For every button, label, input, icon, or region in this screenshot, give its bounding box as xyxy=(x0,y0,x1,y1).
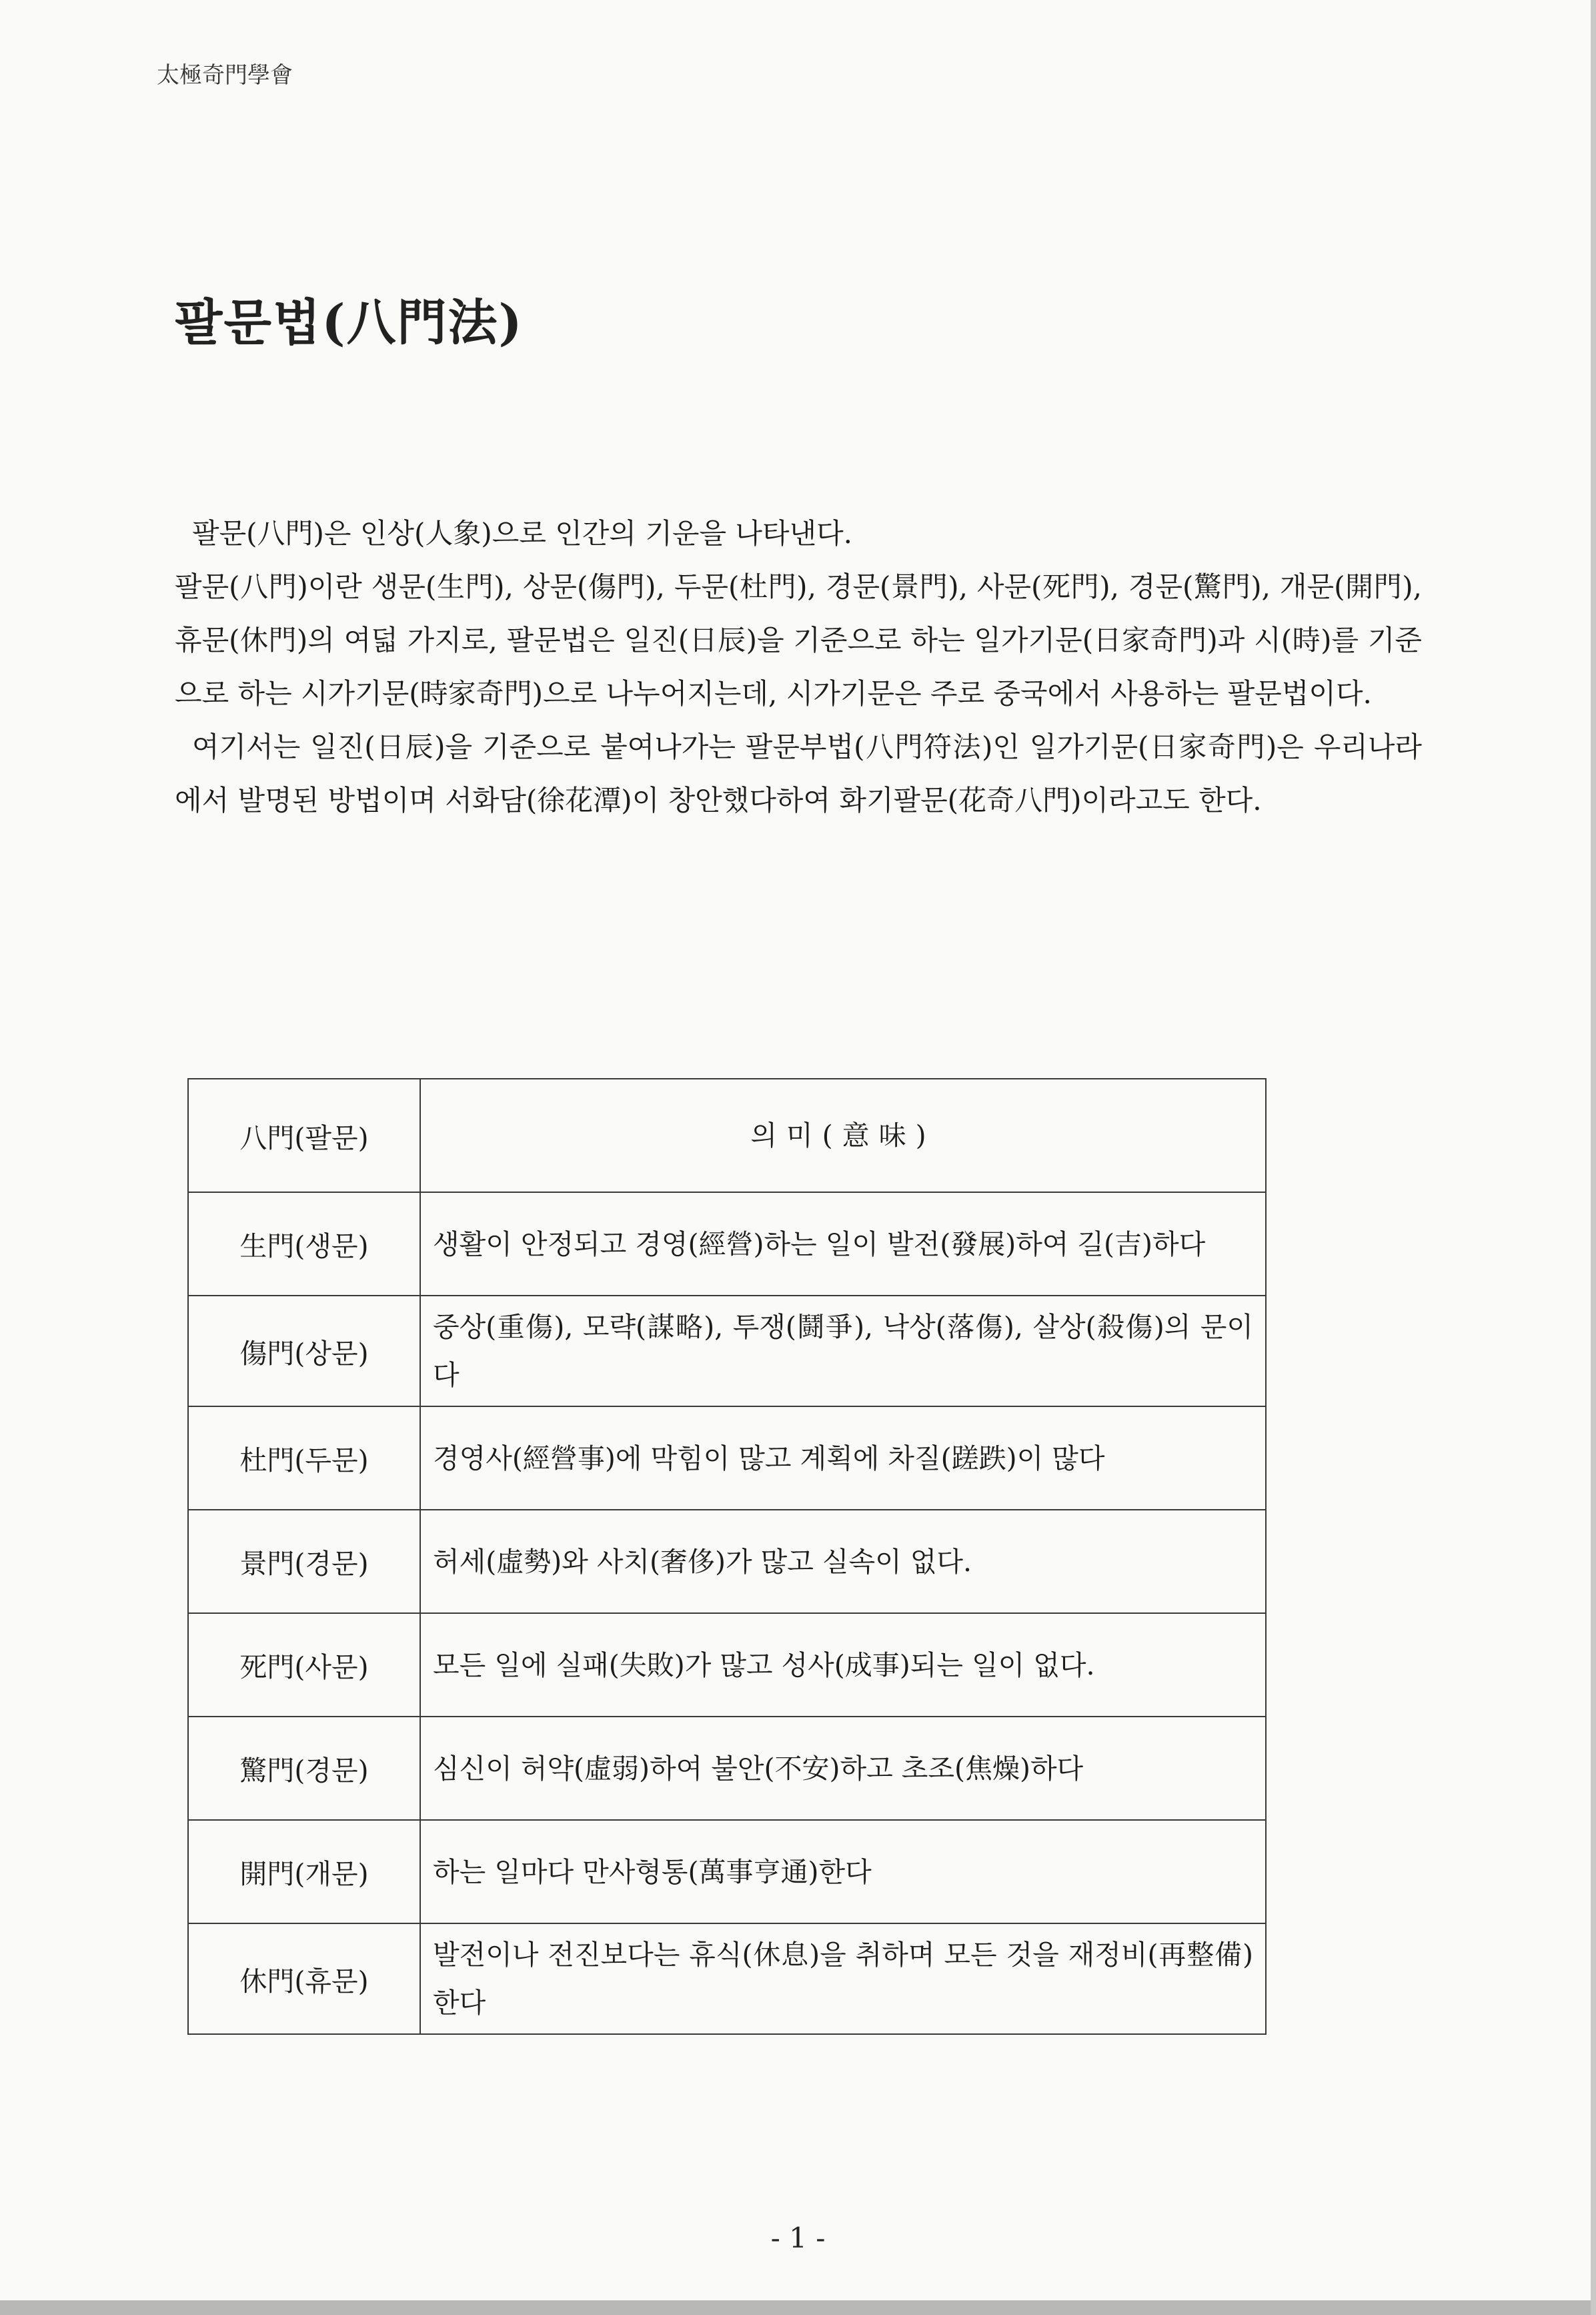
table-row xyxy=(188,1717,1266,1820)
table-row xyxy=(188,1510,1266,1613)
table-row xyxy=(188,1613,1266,1717)
gate-name: 生門(생문) xyxy=(188,1192,420,1296)
page-number: - 1 - xyxy=(770,2222,826,2254)
gate-name: 傷門(상문) xyxy=(188,1296,420,1406)
header-gate: 八門(팔문) xyxy=(188,1079,420,1192)
intro-paragraph: 여기서는 일진(日辰)을 기준으로 붙여나가는 팔문부법(八門符法)인 일가기문(日家奇門)은 우리나라에서 발명된 방법이며 서화담(徐花潭)이 창안했다하여 화기팔문(花奇八門)이라고도 한다. xyxy=(175,731,1422,817)
gate-name: 驚門(경문) xyxy=(188,1717,420,1820)
table-row xyxy=(188,1923,1266,2034)
gate-name: 開門(개문) xyxy=(188,1820,420,1923)
table-row xyxy=(188,1296,1266,1406)
intro-paragraph: 팔문(八門)이란 생문(生門), 상문(傷門), 두문(杜門), 경문(景門), 사문(死門), 경문(驚門), 개문(開門), 휴문(休門)의 여덟 가지로, 팔문법은 일진(日辰)을 기준으로 하는 일가기문(日家奇門)과 시(時)를 기준으로 하는 시가기문(時家奇門)으로 나누어지는데, 시가기문은 주로 중국에서 사용하는 팔문법이다. xyxy=(175,570,1422,710)
table-row xyxy=(188,1192,1266,1296)
gate-name: 休門(휴문) xyxy=(188,1923,420,2034)
table-row xyxy=(188,1406,1266,1510)
gate-meaning: 모든 일에 실패(失敗)가 많고 성사(成事)되는 일이 없다. xyxy=(420,1613,1266,1717)
gate-meaning: 허세(虛勢)와 사치(奢侈)가 많고 실속이 없다. xyxy=(420,1510,1266,1613)
gate-meaning: 하는 일마다 만사형통(萬事亨通)한다 xyxy=(420,1820,1266,1923)
table-row xyxy=(188,1820,1266,1923)
gate-meaning: 발전이나 전진보다는 휴식(休息)을 취하며 모든 것을 재정비(再整備)한다 xyxy=(420,1923,1266,2034)
table-header-row xyxy=(188,1079,1266,1192)
gate-name: 景門(경문) xyxy=(188,1510,420,1613)
society-header: 太極奇門學會 xyxy=(157,62,293,89)
scan-right-edge xyxy=(1591,0,1596,2315)
gate-name: 杜門(두문) xyxy=(188,1406,420,1510)
intro-text xyxy=(175,507,1422,827)
gate-meaning: 심신이 허약(虛弱)하여 불안(不安)하고 초조(焦燥)하다 xyxy=(420,1717,1266,1820)
header-meaning: 의미(意味) xyxy=(420,1079,1266,1192)
page-title: 팔문법(八門法) xyxy=(175,294,524,352)
gate-meaning: 중상(重傷), 모략(謀略), 투쟁(鬪爭), 낙상(落傷), 살상(殺傷)의 문이다 xyxy=(420,1296,1266,1406)
intro-paragraph: 팔문(八門)은 인상(人象)으로 인간의 기운을 나타낸다. xyxy=(192,517,853,550)
gate-meaning: 경영사(經營事)에 막힘이 많고 계획에 차질(蹉跌)이 많다 xyxy=(420,1406,1266,1510)
gate-meaning: 생활이 안정되고 경영(經營)하는 일이 발전(發展)하여 길(吉)하다 xyxy=(420,1192,1266,1296)
eight-gates-table xyxy=(187,1078,1267,2035)
scan-bottom-edge xyxy=(0,2300,1596,2315)
gate-name: 死門(사문) xyxy=(188,1613,420,1717)
